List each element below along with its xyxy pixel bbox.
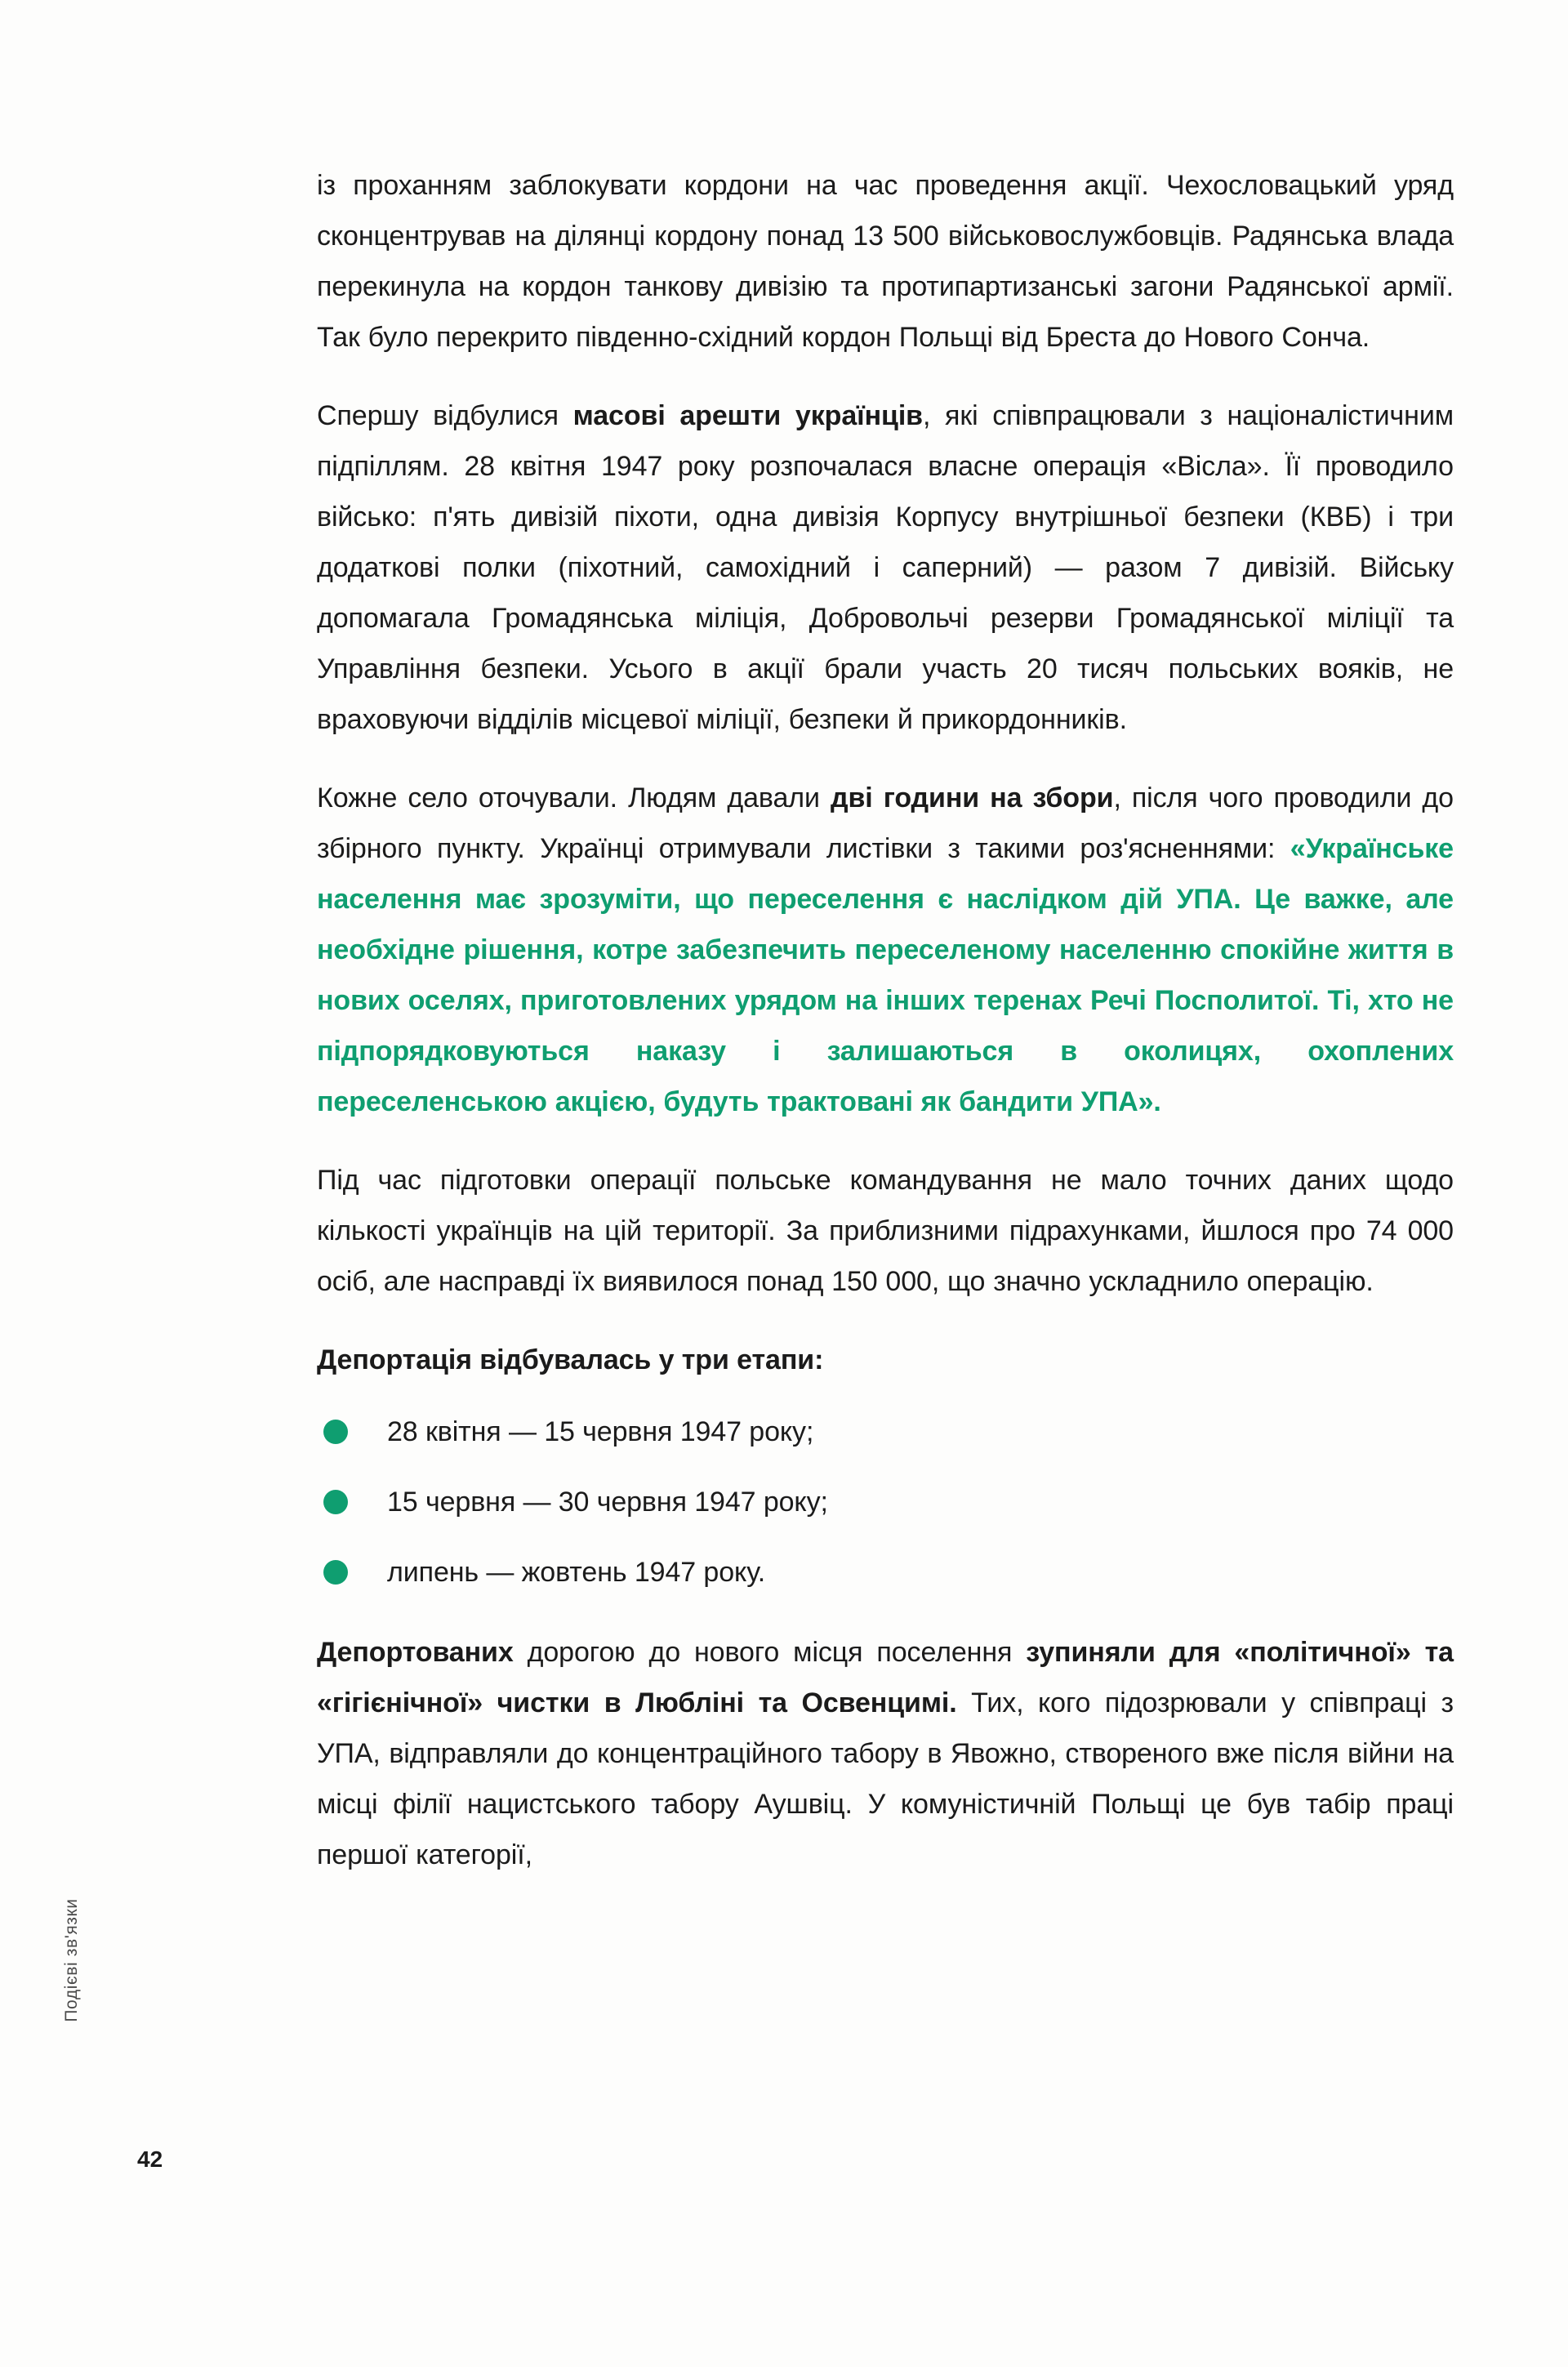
paragraph-1: із проханням заблокувати кордони на час проведення акції. Чехословацький уряд сконцентрував на ділянці кордону понад 13 500 військовослужбовців. Радянська влада перекинула на кордон танкову дивізію та протипартизанські загони Радянської армії. Так було перекрито південно-східний кордон Польщі від Бреста до Нового Сонча.: [317, 170, 1454, 353]
paragraph-3: [317, 773, 1454, 1127]
leaflet-quote: «Українське населення має зрозуміти, що переселення є наслідком дій УПА. Це важке, але необхідне рішення, котре забезпечить переселеному населенню спокійне життя в нових оселях, приготовлених урядом на інших теренах Речі Посполитої. Ті, хто не підпорядковуються наказу і залишаються в околицях, охоплених переселенською акцією, будуть трактовані як бандити УПА».: [317, 833, 1454, 1117]
paragraph-3-part-a: Кожне село оточували. Людям давали: [317, 782, 831, 814]
list-item-label: 15 червня — 30 червня 1947 року;: [387, 1487, 828, 1518]
bullet-dot-icon: [323, 1490, 348, 1514]
paragraph-2: [317, 390, 1454, 745]
paragraph-5-bold-phrase: зупиняли для «політичної» та «гігієнічної» чистки в Любліні та Освенцимі.: [317, 1637, 1454, 1718]
paragraph-2-bold-phrase: масові арешти українців: [572, 400, 923, 431]
running-side-label: Подієві зв'язки: [62, 1898, 81, 2022]
paragraph-3-bold-phrase: дві години на збори: [831, 782, 1114, 814]
paragraph-4: Під час підготовки операції польське командування не мало точних даних щодо кількості українців на цій території. За приблизними підрахунками, йшлося про 74 000 осіб, але насправді їх виявилося понад 150 000, що значно ускладнило операцію.: [317, 1165, 1454, 1297]
stages-heading: Депортація відбувалась у три етапи:: [317, 1344, 824, 1375]
deportation-stages-list: [317, 1406, 1454, 1598]
list-item: [317, 1406, 1454, 1457]
list-item-label: липень — жовтень 1947 року.: [387, 1557, 766, 1588]
bullet-dot-icon: [323, 1420, 348, 1444]
paragraph-2-part-b: , які співпрацювали з націоналістичним підпіллям. 28 квітня 1947 року розпочалася власне операція «Вісла». Її проводило військо: п'ять дивізій піхоти, одна дивізія Корпусу внутрішньої безпеки (КВБ) і три додаткові полки (піхотний, самохідний і саперний) — разом 7 дивізій. Війську допомагала Громадянська міліція, Добровольчі резерви Громадянської міліції та Управління безпеки. Усього в акції брали участь 20 тисяч польських вояків, не враховуючи відділів місцевої міліції, безпеки й прикордонників.: [317, 400, 1454, 735]
paragraph-5: [317, 1627, 1454, 1880]
paragraph-5-part-a: дорогою до нового місця поселення: [513, 1637, 1027, 1668]
text-column: [317, 160, 1454, 1880]
bullet-dot-icon: [323, 1560, 348, 1585]
page-number: 42: [137, 2146, 163, 2172]
paragraph-2-part-a: Спершу відбулися: [317, 400, 573, 431]
list-item: [317, 1477, 1454, 1527]
paragraph-3-part-b: , після чого проводили до збірного пункту. Українці отримували листівки з такими роз'ясненнями:: [317, 782, 1454, 864]
paragraph-5-part-b: Тих, кого підозрювали у співпраці з УПА, відправляли до концентраційного табору в Явожно, створеного вже після війни на місці філії нацистського табору Аушвіц. У комуністичній Польщі це був табір праці першої категорії,: [317, 1687, 1454, 1870]
list-item-label: 28 квітня — 15 червня 1947 року;: [387, 1416, 814, 1447]
paragraph-5-bold-lead: Депортованих: [317, 1637, 514, 1668]
list-item: [317, 1547, 1454, 1598]
